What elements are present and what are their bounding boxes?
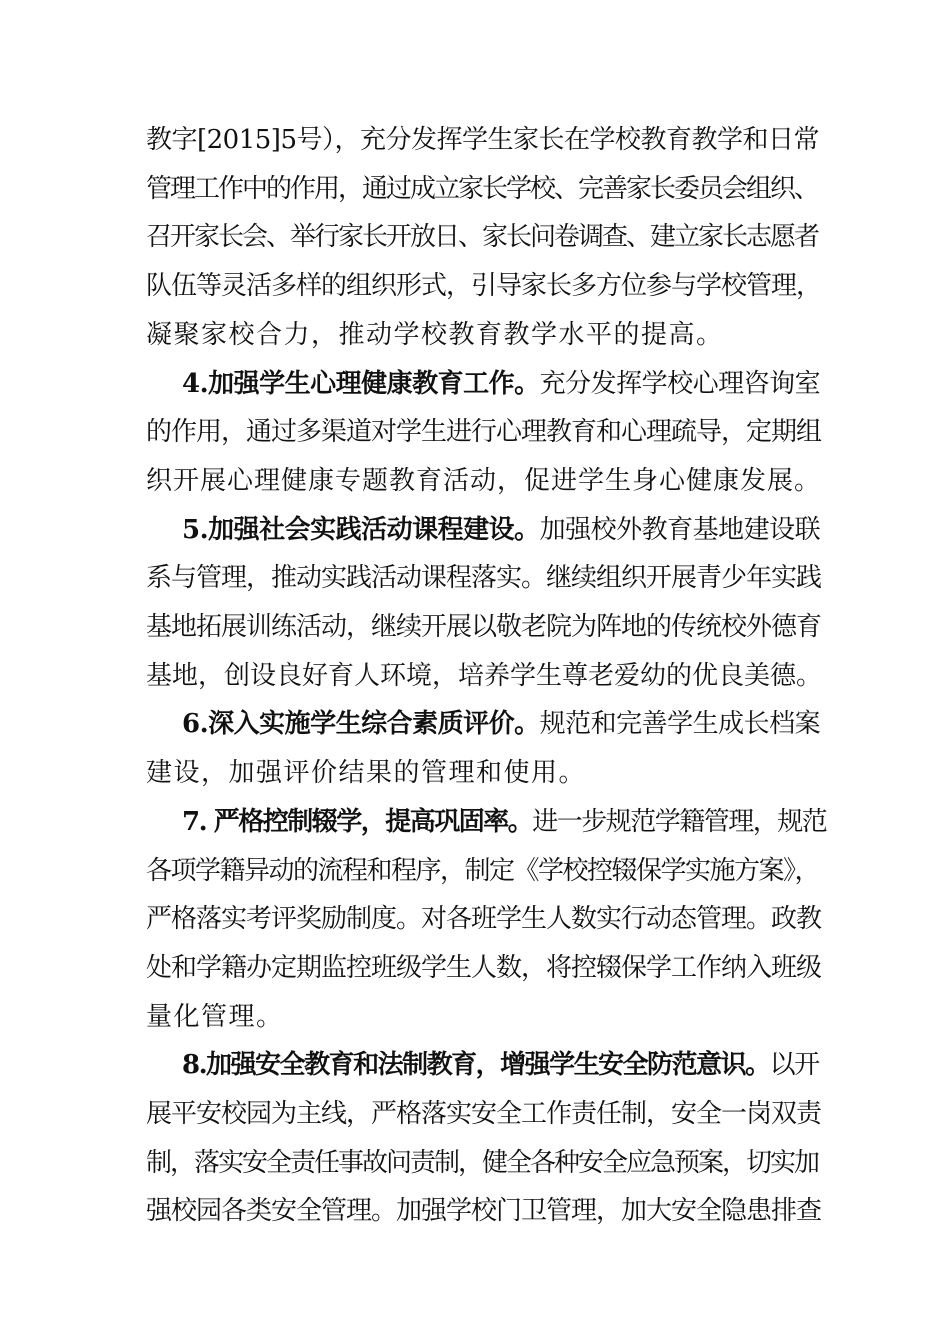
paragraph-social-practice	[146, 506, 830, 701]
text-line: 管理工作中的作用，通过成立家长学校、完善家长委员会组织、	[146, 173, 819, 204]
section-heading: 4.加强学生心理健康教育工作。	[182, 368, 540, 399]
text-line: 建设，加强评价结果的管理和使用。	[146, 758, 587, 789]
text-line: 基地，创设良好育人环境，培养学生尊老爱幼的优良美德。	[146, 660, 823, 691]
heading-continuation: 规范和完善学生成长档案	[539, 709, 821, 740]
text-line	[146, 506, 830, 555]
section-heading: 5.加强社会实践活动课程建设。	[182, 514, 540, 545]
text-line: 凝聚家校合力，推动学校教育教学水平的提高。	[146, 319, 724, 350]
text-line: 强校园各类安全管理。加强学校门卫管理，加大安全隐患排查	[146, 1196, 822, 1227]
text-line: 制，落实安全责任事故问责制，健全各种安全应急预案，切实加	[146, 1147, 819, 1178]
paragraph-quality-evaluation	[146, 700, 830, 797]
heading-continuation: 以开	[769, 1050, 819, 1081]
text-line	[146, 360, 830, 409]
paragraph-safety-education	[146, 1041, 830, 1236]
text-line: 处和学籍办定期监控班级学生人数，将控辍保学工作纳入班级	[146, 952, 822, 983]
heading-continuation: 加强校外教育基地建设联	[539, 514, 821, 545]
paragraph-mental-health	[146, 360, 830, 506]
text-line: 召开家长会、举行家长开放日、家长问卷调查、建立家长志愿者	[146, 222, 819, 253]
text-line: 展平安校园为主线，严格落实安全工作责任制，安全一岗双责	[146, 1099, 822, 1130]
text-line: 量化管理。	[146, 1001, 284, 1032]
section-heading: 8.加强安全教育和法制教育，增强学生安全防范意识。	[182, 1050, 770, 1081]
text-line: 基地拓展训练活动，继续开展以敬老院为阵地的传统校外德育	[146, 612, 822, 643]
paragraph-parent-involvement	[146, 116, 830, 360]
text-line: 队伍等灵活多样的组织形式，引导家长多方位参与学校管理，	[146, 271, 822, 302]
text-line: 系与管理，推动实践活动课程落实。继续组织开展青少年实践	[146, 563, 822, 594]
text-line: 织开展心理健康专题教育活动，促进学生身心健康发展。	[146, 465, 822, 496]
paragraph-dropout-control	[146, 798, 830, 1042]
text-line	[146, 1041, 830, 1090]
section-heading: 6.深入实施学生综合素质评价。	[182, 709, 540, 740]
text-line: 教字[2015]5号），充分发挥学生家长在学校教育教学和日常	[146, 125, 819, 155]
text-line	[146, 700, 830, 749]
heading-continuation: 进一步规范学籍管理，规范	[532, 806, 827, 837]
section-heading: 7. 严格控制辍学，提高巩固率。	[182, 806, 533, 837]
text-line	[146, 798, 830, 847]
text-line: 严格落实考评奖励制度。对各班学生人数实行动态管理。政教	[146, 904, 822, 935]
heading-continuation: 充分发挥学校心理咨询室	[539, 368, 821, 399]
text-line: 的作用，通过多渠道对学生进行心理教育和心理疏导，定期组	[146, 417, 822, 448]
document-body	[146, 116, 830, 1236]
text-line: 各项学籍异动的流程和程序，制定《学校控辍保学实施方案》，	[146, 855, 820, 886]
